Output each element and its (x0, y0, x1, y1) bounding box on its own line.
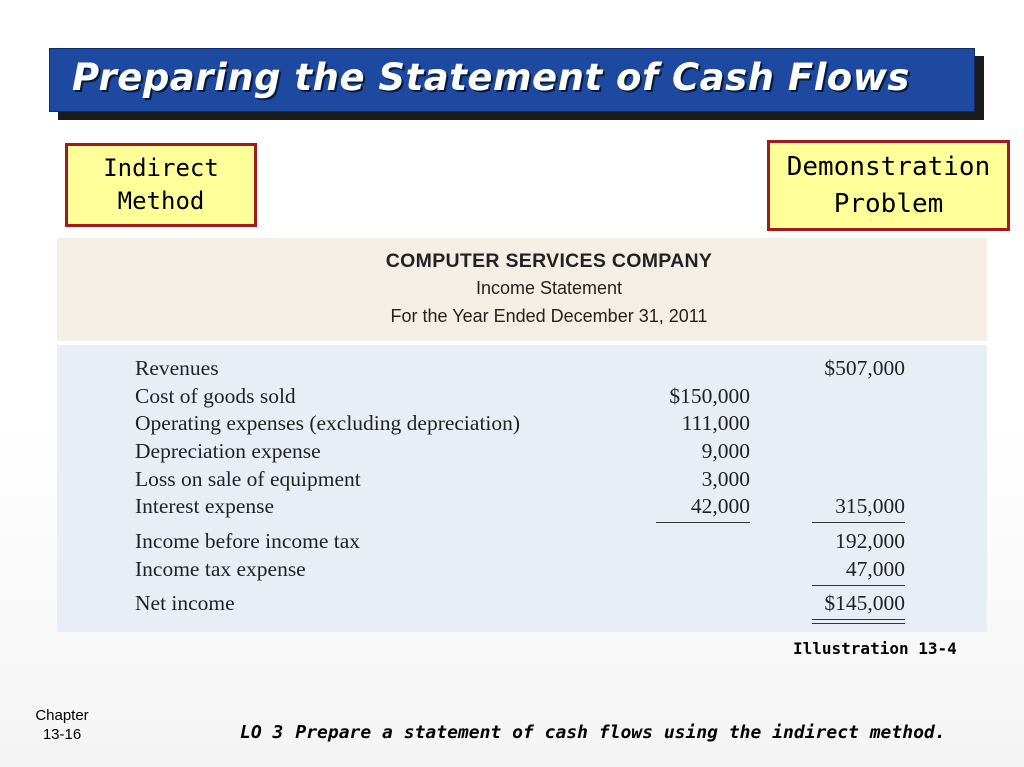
double-underline-bottom (812, 623, 905, 624)
statement-row (57, 439, 987, 465)
callout-line: Problem (833, 188, 944, 219)
row-col2: $507,000 (824, 356, 905, 380)
lo-code: LO 3 (240, 722, 284, 743)
row-col2: $145,000 (824, 591, 905, 615)
statement-header (57, 238, 987, 341)
statement-row (57, 356, 987, 382)
company-name: COMPUTER SERVICES COMPANY (385, 250, 713, 272)
row-col1: 111,000 (681, 411, 750, 435)
row-col2: 47,000 (845, 557, 905, 581)
row-label: Operating expenses (excluding depreciation) (135, 411, 521, 435)
title-bar (49, 48, 975, 112)
row-label: Income tax expense (135, 557, 306, 581)
statement-row (57, 494, 987, 520)
callout-line: Demonstration (786, 151, 991, 182)
subtotal-underline (656, 522, 750, 523)
row-col2: 192,000 (835, 529, 905, 553)
chapter-number: 13-16 (42, 726, 82, 743)
double-underline-top (812, 619, 905, 620)
statement-row (57, 591, 987, 617)
callout-line: Method (117, 187, 205, 215)
statement-name: Income Statement (475, 278, 623, 298)
indirect-method-callout (65, 143, 257, 227)
row-col1: 9,000 (701, 439, 750, 463)
illustration-caption: Illustration 13-4 (793, 639, 957, 658)
row-label: Depreciation expense (135, 439, 321, 463)
row-col2: 315,000 (835, 494, 905, 518)
statement-row (57, 557, 987, 583)
callout-line: Indirect (103, 154, 219, 182)
row-label: Interest expense (135, 494, 275, 518)
chapter-word: Chapter (35, 707, 89, 724)
subtotal-underline (812, 585, 905, 586)
demonstration-problem-callout (767, 140, 1010, 231)
row-label: Net income (135, 591, 235, 615)
row-col1: 3,000 (701, 467, 750, 491)
lo-text: Prepare a statement of cash flows using the indirect method. (295, 722, 946, 743)
chapter-label (28, 706, 96, 744)
row-col1: 42,000 (690, 494, 750, 518)
statement-row (57, 529, 987, 555)
income-statement-table (57, 345, 987, 632)
row-label: Revenues (135, 356, 219, 380)
learning-objective (240, 722, 946, 743)
statement-period: For the Year Ended December 31, 2011 (390, 306, 708, 326)
row-label: Loss on sale of equipment (135, 467, 361, 491)
statement-row (57, 411, 987, 437)
statement-row (57, 467, 987, 493)
statement-row (57, 384, 987, 410)
slide-title: Preparing the Statement of Cash Flows (72, 56, 910, 99)
row-col1: $150,000 (669, 384, 750, 408)
row-label: Income before income tax (135, 529, 361, 553)
row-label: Cost of goods sold (135, 384, 296, 408)
subtotal-underline (812, 522, 905, 523)
